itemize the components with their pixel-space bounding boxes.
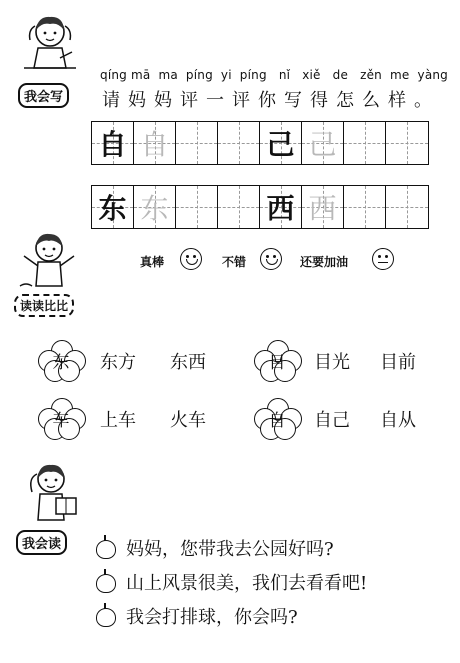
section-badge-read-compare: 读读比比 [14,294,74,317]
rating-row [140,248,420,276]
grid-cell[interactable] [218,186,260,228]
sentence-1: 妈妈，您带我去公园好吗? [126,539,334,560]
compare-word: 东西 [170,352,206,373]
rating-label-great: 真棒 [140,255,165,269]
writing-grid-row-2 [91,185,429,229]
compare-word: 自从 [380,410,416,431]
grid-cell[interactable] [134,122,176,164]
trace-character: 自 [140,128,169,161]
flower-character: 自 [268,410,286,431]
model-character: 西 [266,192,295,225]
grid-cell[interactable] [92,122,134,164]
prompt-text: 请妈妈评一评你写得怎么样。 [102,90,440,111]
apple-icon [96,608,116,627]
compare-word: 自己 [314,410,350,431]
grid-cell[interactable] [302,186,344,228]
trace-character: 己 [308,128,337,161]
rating-label-try-harder: 还要加油 [300,255,349,269]
flower-character: 目 [268,352,286,373]
grid-cell[interactable] [218,122,260,164]
rating-label-good: 不错 [222,255,247,269]
compare-word: 东方 [100,352,136,373]
girl-reading-book-illustration [20,458,82,524]
smile-icon[interactable] [180,248,202,270]
flower-badge [38,340,84,380]
grid-cell[interactable] [386,122,428,164]
pinyin-line: qíng mā ma píng yi píng nǐ xiě de zěn me yàng [100,68,448,82]
sentence-2: 山上风景很美，我们去看看吧! [126,573,368,594]
compare-word: 火车 [170,410,206,431]
trace-character: 西 [308,192,337,225]
flower-badge [254,398,300,438]
neutral-face-icon[interactable] [372,248,394,270]
flower-character: 车 [52,410,70,431]
flower-badge [38,398,84,438]
section-badge-write: 我会写 [18,83,69,108]
grid-cell[interactable] [344,186,386,228]
trace-character: 东 [140,192,169,225]
grid-cell[interactable] [134,186,176,228]
compare-word: 目前 [380,352,416,373]
compare-word: 上车 [100,410,136,431]
grid-cell[interactable] [386,186,428,228]
grid-cell[interactable] [92,186,134,228]
compare-word: 目光 [314,352,350,373]
grid-cell[interactable] [176,186,218,228]
model-character: 东 [98,192,127,225]
smile-icon[interactable] [260,248,282,270]
model-character: 己 [266,128,295,161]
model-character: 自 [98,128,127,161]
section-badge-read: 我会读 [16,530,67,555]
grid-cell[interactable] [176,122,218,164]
sentence-3: 我会打排球，你会吗? [126,607,298,628]
grid-cell[interactable] [260,186,302,228]
grid-cell[interactable] [344,122,386,164]
flower-character: 东 [52,352,70,373]
girl-writing-illustration [20,8,80,82]
grid-cell[interactable] [302,122,344,164]
grid-cell[interactable] [260,122,302,164]
writing-grid-row-1 [91,121,429,165]
apple-icon [96,574,116,593]
flower-badge [254,340,300,380]
boy-reading-illustration [18,228,80,292]
apple-icon [96,540,116,559]
